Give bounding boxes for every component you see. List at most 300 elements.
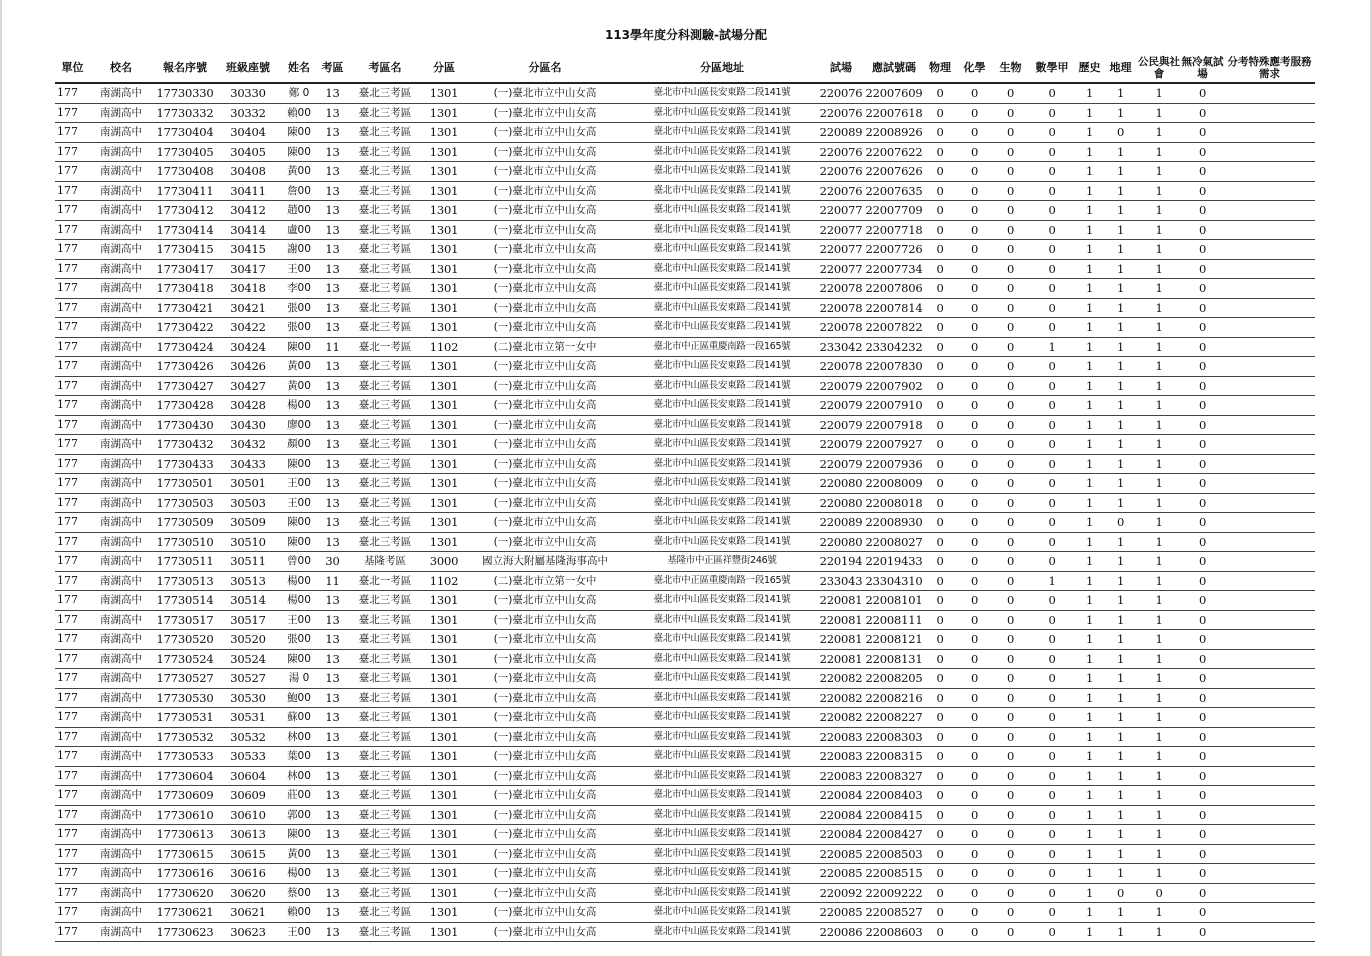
- math-a-cell: 0: [1029, 844, 1075, 864]
- school-cell: 南湖高中: [90, 123, 152, 143]
- biology-cell: 0: [992, 279, 1029, 299]
- district-cell: 1301: [425, 240, 463, 260]
- civics-cell: 1: [1137, 805, 1181, 825]
- registration-no-cell: 17730520: [152, 630, 218, 650]
- chemistry-cell: 0: [957, 474, 992, 494]
- header-cell: 物理: [923, 54, 957, 83]
- table-row: [55, 532, 1315, 552]
- exam-area-cell: 13: [320, 844, 345, 864]
- registration-no-cell: 17730426: [152, 357, 218, 377]
- biology-cell: 0: [992, 532, 1029, 552]
- special-service-cell: [1224, 727, 1315, 747]
- unit-cell: 177: [55, 318, 90, 338]
- civics-cell: 1: [1137, 279, 1181, 299]
- no-aircon-room-cell: 0: [1181, 415, 1224, 435]
- geography-cell: 1: [1104, 552, 1137, 572]
- civics-cell: 1: [1137, 103, 1181, 123]
- table-row: [55, 181, 1315, 201]
- table-row: [55, 766, 1315, 786]
- civics-cell: 1: [1137, 669, 1181, 689]
- geography-cell: 1: [1104, 162, 1137, 182]
- math-a-cell: 0: [1029, 201, 1075, 221]
- table-row: [55, 922, 1315, 942]
- district-name-cell: (二)臺北市立第一女中: [463, 571, 627, 591]
- civics-cell: 1: [1137, 415, 1181, 435]
- exam-room-cell: 220085: [817, 864, 865, 884]
- school-cell: 南湖高中: [90, 181, 152, 201]
- geography-cell: 1: [1104, 708, 1137, 728]
- biology-cell: 0: [992, 415, 1029, 435]
- exam-number-cell: 22008303: [865, 727, 923, 747]
- exam-area-cell: 13: [320, 805, 345, 825]
- math-a-cell: 0: [1029, 883, 1075, 903]
- biology-cell: 0: [992, 805, 1029, 825]
- special-service-cell: [1224, 318, 1315, 338]
- class-seat-cell: 30418: [218, 279, 278, 299]
- class-seat-cell: 30513: [218, 571, 278, 591]
- biology-cell: 0: [992, 552, 1029, 572]
- district-address-cell: 臺北市中山區長安東路二段141號: [627, 435, 817, 455]
- name-cell: 曾00: [278, 552, 320, 572]
- class-seat-cell: 30511: [218, 552, 278, 572]
- name-cell: 鄭 0: [278, 83, 320, 103]
- exam-room-cell: 220085: [817, 844, 865, 864]
- table-row: [55, 396, 1315, 416]
- exam-area-cell: 13: [320, 220, 345, 240]
- school-cell: 南湖高中: [90, 727, 152, 747]
- chemistry-cell: 0: [957, 357, 992, 377]
- special-service-cell: [1224, 474, 1315, 494]
- no-aircon-room-cell: 0: [1181, 376, 1224, 396]
- district-name-cell: (一)臺北市立中山女高: [463, 396, 627, 416]
- name-cell: 趙00: [278, 201, 320, 221]
- exam-number-cell: 22008009: [865, 474, 923, 494]
- no-aircon-room-cell: 0: [1181, 396, 1224, 416]
- math-a-cell: 0: [1029, 123, 1075, 143]
- exam-room-cell: 220077: [817, 220, 865, 240]
- biology-cell: 0: [992, 825, 1029, 845]
- physics-cell: 0: [923, 454, 957, 474]
- exam-area-cell: 13: [320, 669, 345, 689]
- district-address-cell: 臺北市中山區長安東路二段141號: [627, 376, 817, 396]
- no-aircon-room-cell: 0: [1181, 103, 1224, 123]
- school-cell: 南湖高中: [90, 376, 152, 396]
- district-address-cell: 臺北市中山區長安東路二段141號: [627, 825, 817, 845]
- exam-room-cell: 220077: [817, 259, 865, 279]
- exam-room-cell: 220076: [817, 142, 865, 162]
- name-cell: 陳00: [278, 337, 320, 357]
- physics-cell: 0: [923, 552, 957, 572]
- school-cell: 南湖高中: [90, 688, 152, 708]
- history-cell: 1: [1075, 415, 1104, 435]
- unit-cell: 177: [55, 454, 90, 474]
- district-cell: 1301: [425, 610, 463, 630]
- geography-cell: 1: [1104, 337, 1137, 357]
- header-cell: 校名: [90, 54, 152, 83]
- table-row: [55, 844, 1315, 864]
- class-seat-cell: 30613: [218, 825, 278, 845]
- exam-room-cell: 220079: [817, 415, 865, 435]
- history-cell: 1: [1075, 103, 1104, 123]
- no-aircon-room-cell: 0: [1181, 649, 1224, 669]
- district-address-cell: 臺北市中山區長安東路二段141號: [627, 454, 817, 474]
- registration-no-cell: 17730533: [152, 747, 218, 767]
- registration-no-cell: 17730332: [152, 103, 218, 123]
- math-a-cell: 0: [1029, 591, 1075, 611]
- civics-cell: 1: [1137, 337, 1181, 357]
- district-name-cell: (一)臺北市立中山女高: [463, 162, 627, 182]
- biology-cell: 0: [992, 298, 1029, 318]
- exam-room-cell: 220089: [817, 513, 865, 533]
- exam-room-cell: 233043: [817, 571, 865, 591]
- biology-cell: 0: [992, 220, 1029, 240]
- civics-cell: 1: [1137, 786, 1181, 806]
- exam-area-cell: 13: [320, 493, 345, 513]
- unit-cell: 177: [55, 259, 90, 279]
- chemistry-cell: 0: [957, 259, 992, 279]
- registration-no-cell: 17730428: [152, 396, 218, 416]
- exam-area-name-cell: 臺北三考區: [345, 474, 425, 494]
- exam-area-cell: 13: [320, 532, 345, 552]
- unit-cell: 177: [55, 376, 90, 396]
- no-aircon-room-cell: 0: [1181, 298, 1224, 318]
- exam-number-cell: 22007622: [865, 142, 923, 162]
- history-cell: 1: [1075, 552, 1104, 572]
- name-cell: 廖00: [278, 415, 320, 435]
- chemistry-cell: 0: [957, 181, 992, 201]
- table-row: [55, 123, 1315, 143]
- exam-area-name-cell: 基隆考區: [345, 552, 425, 572]
- district-cell: 1301: [425, 844, 463, 864]
- no-aircon-room-cell: 0: [1181, 747, 1224, 767]
- class-seat-cell: 30615: [218, 844, 278, 864]
- table-row: [55, 454, 1315, 474]
- class-seat-cell: 30514: [218, 591, 278, 611]
- district-name-cell: (一)臺北市立中山女高: [463, 415, 627, 435]
- district-cell: 1301: [425, 825, 463, 845]
- special-service-cell: [1224, 181, 1315, 201]
- math-a-cell: 0: [1029, 708, 1075, 728]
- exam-area-name-cell: 臺北三考區: [345, 298, 425, 318]
- district-name-cell: (一)臺北市立中山女高: [463, 864, 627, 884]
- school-cell: 南湖高中: [90, 83, 152, 103]
- exam-number-cell: 22008503: [865, 844, 923, 864]
- civics-cell: 1: [1137, 922, 1181, 942]
- district-name-cell: (一)臺北市立中山女高: [463, 805, 627, 825]
- exam-area-cell: 11: [320, 337, 345, 357]
- class-seat-cell: 30532: [218, 727, 278, 747]
- exam-area-name-cell: 臺北三考區: [345, 513, 425, 533]
- exam-room-cell: 220081: [817, 649, 865, 669]
- header-cell: 試場: [817, 54, 865, 83]
- district-cell: 1301: [425, 298, 463, 318]
- district-name-cell: (一)臺北市立中山女高: [463, 201, 627, 221]
- exam-number-cell: 22007635: [865, 181, 923, 201]
- unit-cell: 177: [55, 123, 90, 143]
- header-cell: 班級座號: [218, 54, 278, 83]
- district-cell: 1301: [425, 123, 463, 143]
- exam-area-name-cell: 臺北三考區: [345, 610, 425, 630]
- table-row: [55, 747, 1315, 767]
- exam-area-cell: 11: [320, 571, 345, 591]
- exam-area-name-cell: 臺北三考區: [345, 83, 425, 103]
- district-name-cell: (二)臺北市立第一女中: [463, 337, 627, 357]
- no-aircon-room-cell: 0: [1181, 571, 1224, 591]
- district-address-cell: 臺北市中山區長安東路二段141號: [627, 240, 817, 260]
- chemistry-cell: 0: [957, 922, 992, 942]
- exam-area-cell: 13: [320, 922, 345, 942]
- chemistry-cell: 0: [957, 162, 992, 182]
- class-seat-cell: 30530: [218, 688, 278, 708]
- school-cell: 南湖高中: [90, 142, 152, 162]
- chemistry-cell: 0: [957, 571, 992, 591]
- registration-no-cell: 17730411: [152, 181, 218, 201]
- district-address-cell: 臺北市中山區長安東路二段141號: [627, 844, 817, 864]
- school-cell: 南湖高中: [90, 708, 152, 728]
- district-address-cell: 臺北市中正區重慶南路一段165號: [627, 571, 817, 591]
- biology-cell: 0: [992, 162, 1029, 182]
- class-seat-cell: 30623: [218, 922, 278, 942]
- name-cell: 張00: [278, 298, 320, 318]
- registration-no-cell: 17730510: [152, 532, 218, 552]
- district-cell: 1301: [425, 474, 463, 494]
- name-cell: 楊00: [278, 591, 320, 611]
- registration-no-cell: 17730620: [152, 883, 218, 903]
- physics-cell: 0: [923, 883, 957, 903]
- exam-area-name-cell: 臺北三考區: [345, 649, 425, 669]
- math-a-cell: 0: [1029, 766, 1075, 786]
- exam-area-name-cell: 臺北三考區: [345, 181, 425, 201]
- district-address-cell: 臺北市中山區長安東路二段141號: [627, 142, 817, 162]
- name-cell: 郭00: [278, 805, 320, 825]
- exam-number-cell: 22007718: [865, 220, 923, 240]
- biology-cell: 0: [992, 142, 1029, 162]
- name-cell: 黃00: [278, 357, 320, 377]
- geography-cell: 1: [1104, 181, 1137, 201]
- exam-area-cell: 13: [320, 298, 345, 318]
- exam-number-cell: 22008018: [865, 493, 923, 513]
- history-cell: 1: [1075, 318, 1104, 338]
- name-cell: 陳00: [278, 649, 320, 669]
- chemistry-cell: 0: [957, 220, 992, 240]
- school-cell: 南湖高中: [90, 883, 152, 903]
- table-row: [55, 883, 1315, 903]
- special-service-cell: [1224, 513, 1315, 533]
- special-service-cell: [1224, 162, 1315, 182]
- geography-cell: 1: [1104, 922, 1137, 942]
- district-cell: 1301: [425, 688, 463, 708]
- class-seat-cell: 30517: [218, 610, 278, 630]
- exam-room-cell: 220085: [817, 903, 865, 923]
- history-cell: 1: [1075, 474, 1104, 494]
- exam-area-cell: 13: [320, 103, 345, 123]
- class-seat-cell: 30620: [218, 883, 278, 903]
- district-cell: 1301: [425, 259, 463, 279]
- math-a-cell: 1: [1029, 337, 1075, 357]
- no-aircon-room-cell: 0: [1181, 240, 1224, 260]
- name-cell: 楊00: [278, 571, 320, 591]
- exam-room-cell: 220083: [817, 766, 865, 786]
- unit-cell: 177: [55, 649, 90, 669]
- exam-number-cell: 22008027: [865, 532, 923, 552]
- registration-no-cell: 17730424: [152, 337, 218, 357]
- district-address-cell: 臺北市中山區長安東路二段141號: [627, 103, 817, 123]
- unit-cell: 177: [55, 435, 90, 455]
- no-aircon-room-cell: 0: [1181, 435, 1224, 455]
- exam-room-cell: 220081: [817, 630, 865, 650]
- biology-cell: 0: [992, 493, 1029, 513]
- exam-room-cell: 220077: [817, 240, 865, 260]
- biology-cell: 0: [992, 922, 1029, 942]
- civics-cell: 0: [1137, 883, 1181, 903]
- exam-area-name-cell: 臺北三考區: [345, 766, 425, 786]
- name-cell: 陳00: [278, 123, 320, 143]
- physics-cell: 0: [923, 220, 957, 240]
- class-seat-cell: 30433: [218, 454, 278, 474]
- table-row: [55, 435, 1315, 455]
- exam-area-name-cell: 臺北三考區: [345, 825, 425, 845]
- chemistry-cell: 0: [957, 883, 992, 903]
- no-aircon-room-cell: 0: [1181, 591, 1224, 611]
- physics-cell: 0: [923, 318, 957, 338]
- district-cell: 1301: [425, 493, 463, 513]
- exam-area-cell: 13: [320, 181, 345, 201]
- history-cell: 1: [1075, 825, 1104, 845]
- exam-area-name-cell: 臺北三考區: [345, 630, 425, 650]
- biology-cell: 0: [992, 844, 1029, 864]
- math-a-cell: 1: [1029, 571, 1075, 591]
- district-address-cell: 臺北市中山區長安東路二段141號: [627, 669, 817, 689]
- unit-cell: 177: [55, 922, 90, 942]
- history-cell: 1: [1075, 903, 1104, 923]
- exam-number-cell: 22007814: [865, 298, 923, 318]
- special-service-cell: [1224, 883, 1315, 903]
- chemistry-cell: 0: [957, 727, 992, 747]
- table-row: [55, 103, 1315, 123]
- math-a-cell: 0: [1029, 396, 1075, 416]
- history-cell: 1: [1075, 630, 1104, 650]
- exam-area-name-cell: 臺北三考區: [345, 591, 425, 611]
- table-row: [55, 727, 1315, 747]
- district-name-cell: (一)臺北市立中山女高: [463, 123, 627, 143]
- registration-no-cell: 17730623: [152, 922, 218, 942]
- school-cell: 南湖高中: [90, 571, 152, 591]
- name-cell: 王00: [278, 493, 320, 513]
- registration-no-cell: 17730532: [152, 727, 218, 747]
- school-cell: 南湖高中: [90, 786, 152, 806]
- no-aircon-room-cell: 0: [1181, 610, 1224, 630]
- district-address-cell: 臺北市中山區長安東路二段141號: [627, 279, 817, 299]
- school-cell: 南湖高中: [90, 493, 152, 513]
- unit-cell: 177: [55, 747, 90, 767]
- civics-cell: 1: [1137, 766, 1181, 786]
- class-seat-cell: 30501: [218, 474, 278, 494]
- exam-room-cell: 220082: [817, 688, 865, 708]
- district-name-cell: (一)臺北市立中山女高: [463, 708, 627, 728]
- class-seat-cell: 30412: [218, 201, 278, 221]
- name-cell: 陳00: [278, 532, 320, 552]
- exam-area-cell: 13: [320, 766, 345, 786]
- exam-area-name-cell: 臺北三考區: [345, 201, 425, 221]
- district-cell: 1301: [425, 103, 463, 123]
- no-aircon-room-cell: 0: [1181, 903, 1224, 923]
- chemistry-cell: 0: [957, 493, 992, 513]
- history-cell: 1: [1075, 142, 1104, 162]
- unit-cell: 177: [55, 415, 90, 435]
- chemistry-cell: 0: [957, 903, 992, 923]
- registration-no-cell: 17730427: [152, 376, 218, 396]
- exam-room-cell: 220077: [817, 201, 865, 221]
- biology-cell: 0: [992, 357, 1029, 377]
- school-cell: 南湖高中: [90, 103, 152, 123]
- special-service-cell: [1224, 376, 1315, 396]
- page-edge-left: [0, 0, 2, 956]
- history-cell: 1: [1075, 571, 1104, 591]
- exam-number-cell: 22008930: [865, 513, 923, 533]
- school-cell: 南湖高中: [90, 240, 152, 260]
- no-aircon-room-cell: 0: [1181, 688, 1224, 708]
- math-a-cell: 0: [1029, 825, 1075, 845]
- school-cell: 南湖高中: [90, 825, 152, 845]
- district-name-cell: (一)臺北市立中山女高: [463, 357, 627, 377]
- civics-cell: 1: [1137, 454, 1181, 474]
- name-cell: 陳00: [278, 142, 320, 162]
- physics-cell: 0: [923, 532, 957, 552]
- registration-no-cell: 17730531: [152, 708, 218, 728]
- civics-cell: 1: [1137, 688, 1181, 708]
- school-cell: 南湖高中: [90, 298, 152, 318]
- table-row: [55, 688, 1315, 708]
- no-aircon-room-cell: 0: [1181, 727, 1224, 747]
- civics-cell: 1: [1137, 318, 1181, 338]
- unit-cell: 177: [55, 610, 90, 630]
- exam-room-cell: 220079: [817, 435, 865, 455]
- table-row: [55, 825, 1315, 845]
- district-address-cell: 臺北市中山區長安東路二段141號: [627, 630, 817, 650]
- physics-cell: 0: [923, 825, 957, 845]
- registration-no-cell: 17730609: [152, 786, 218, 806]
- civics-cell: 1: [1137, 630, 1181, 650]
- exam-number-cell: 22008427: [865, 825, 923, 845]
- district-name-cell: (一)臺北市立中山女高: [463, 435, 627, 455]
- history-cell: 1: [1075, 786, 1104, 806]
- table-row: [55, 474, 1315, 494]
- district-cell: 1301: [425, 454, 463, 474]
- history-cell: 1: [1075, 162, 1104, 182]
- physics-cell: 0: [923, 337, 957, 357]
- district-address-cell: 臺北市中山區長安東路二段141號: [627, 493, 817, 513]
- math-a-cell: 0: [1029, 181, 1075, 201]
- physics-cell: 0: [923, 415, 957, 435]
- geography-cell: 1: [1104, 454, 1137, 474]
- registration-no-cell: 17730430: [152, 415, 218, 435]
- district-name-cell: (一)臺北市立中山女高: [463, 844, 627, 864]
- no-aircon-room-cell: 0: [1181, 357, 1224, 377]
- math-a-cell: 0: [1029, 805, 1075, 825]
- class-seat-cell: 30414: [218, 220, 278, 240]
- district-address-cell: 臺北市中山區長安東路二段141號: [627, 513, 817, 533]
- class-seat-cell: 30411: [218, 181, 278, 201]
- math-a-cell: 0: [1029, 532, 1075, 552]
- physics-cell: 0: [923, 649, 957, 669]
- special-service-cell: [1224, 922, 1315, 942]
- table-row: [55, 298, 1315, 318]
- header-cell: 生物: [992, 54, 1029, 83]
- geography-cell: 1: [1104, 220, 1137, 240]
- district-cell: 1301: [425, 201, 463, 221]
- exam-area-cell: 13: [320, 142, 345, 162]
- registration-no-cell: 17730408: [152, 162, 218, 182]
